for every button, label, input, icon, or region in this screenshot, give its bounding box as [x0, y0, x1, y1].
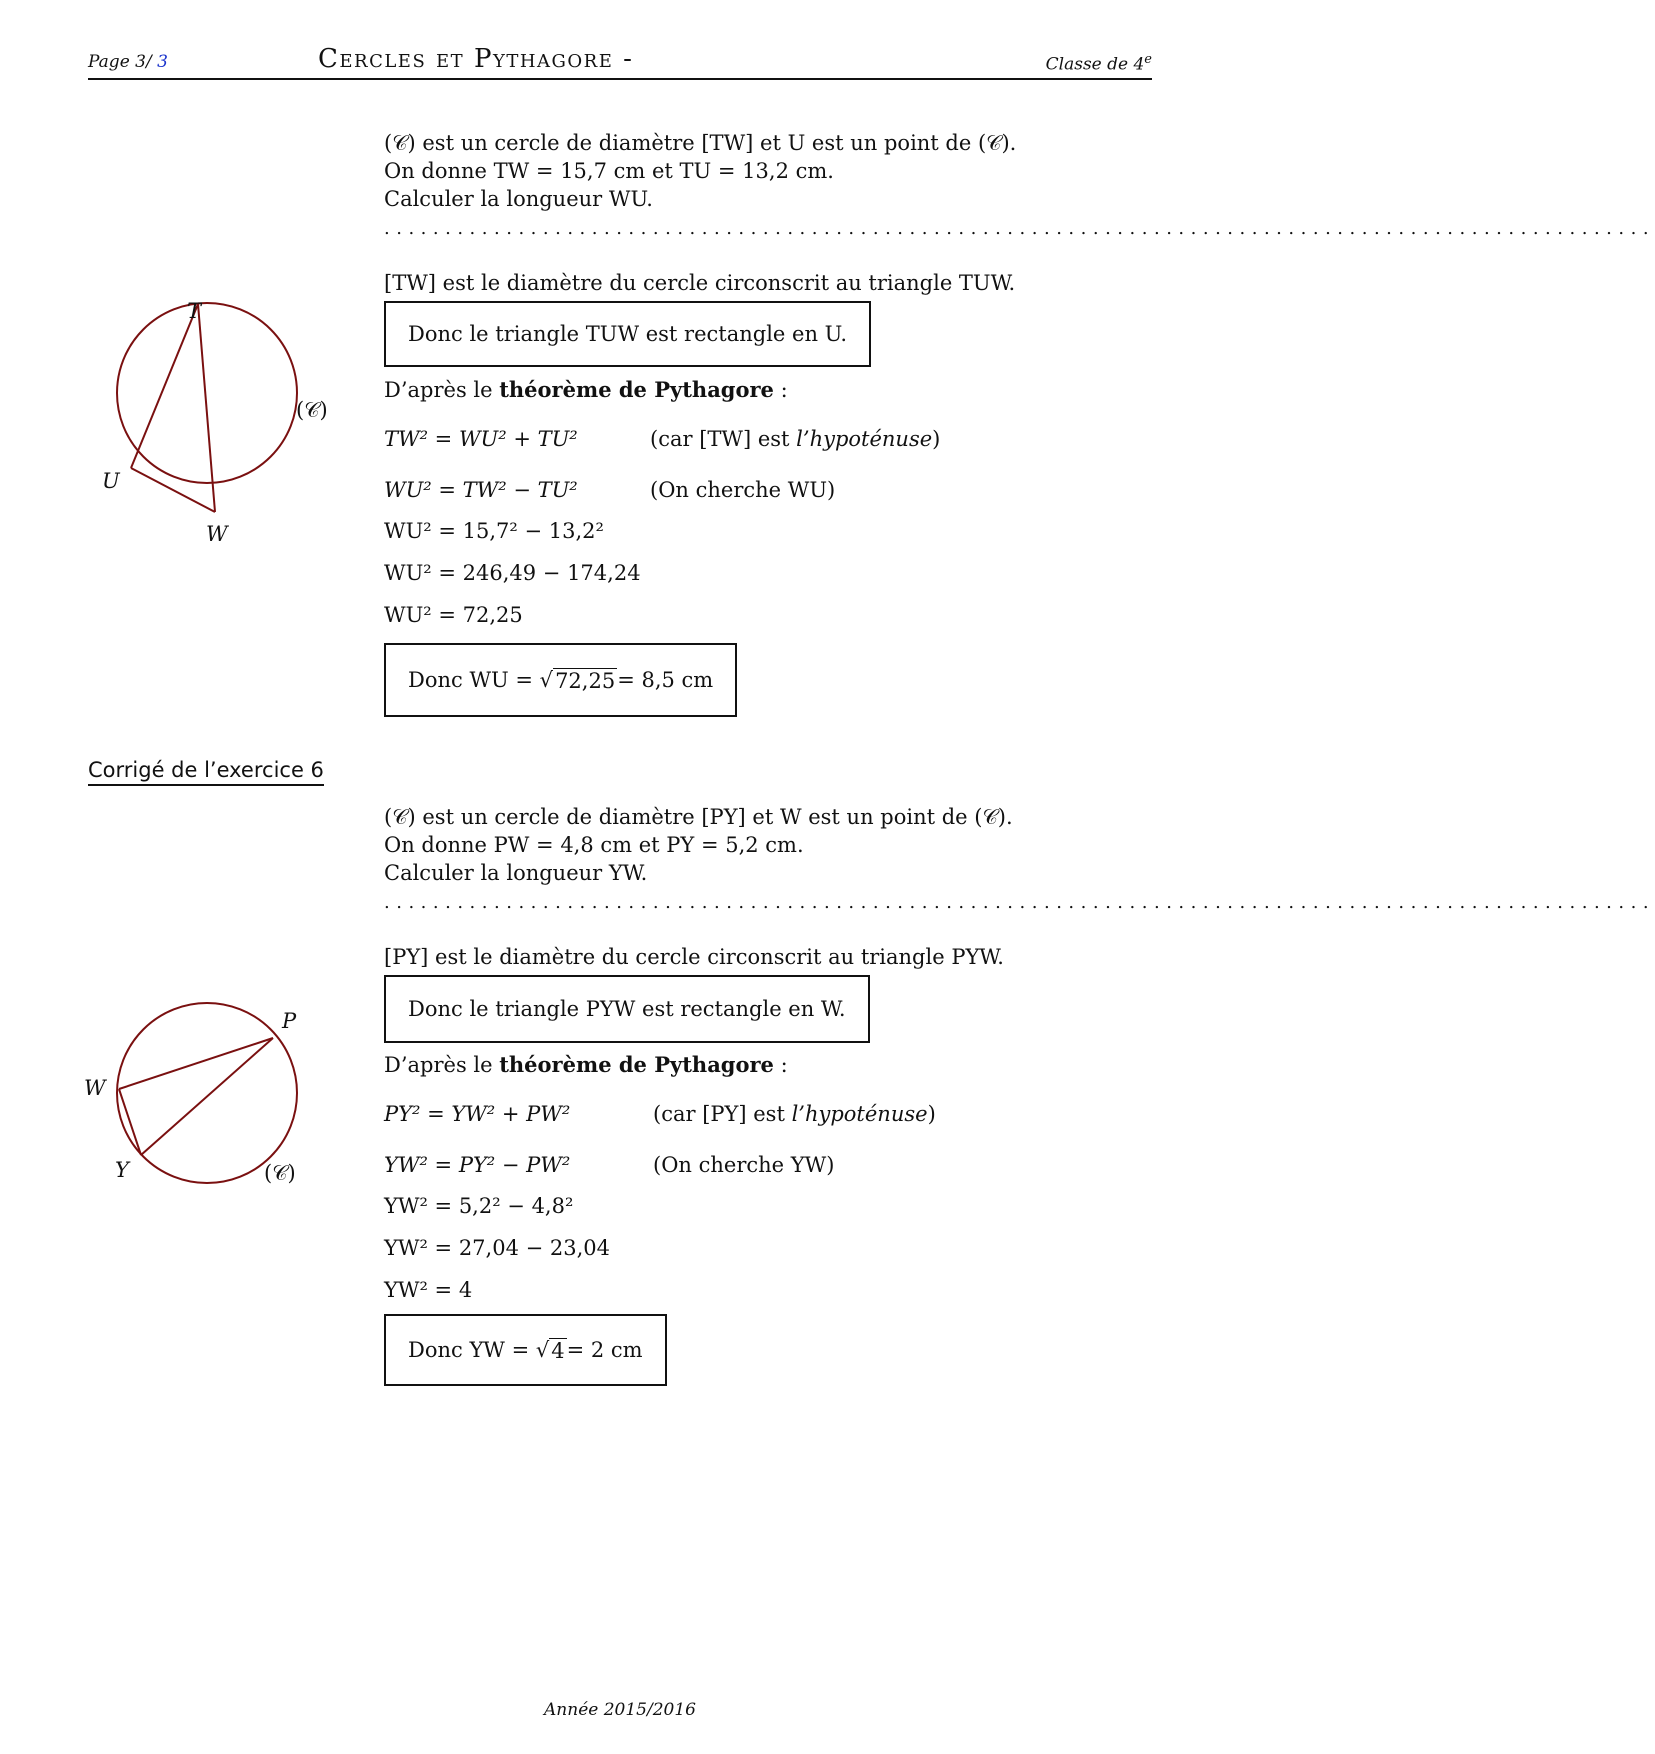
- ex5-eq-3: WU² = 15,7² − 13,2²: [384, 519, 604, 543]
- ex5-statement-3: Calculer la longueur WU.: [384, 187, 653, 211]
- label-y: Y: [115, 1158, 129, 1182]
- figure-circle-pyw: [95, 990, 345, 1210]
- label-w: W: [84, 1076, 106, 1100]
- ex6-result-box: Donc YW = √ 4 = 2 cm: [384, 1314, 667, 1386]
- ex6-eq-1: PY² = YW² + PW²: [384, 1102, 571, 1126]
- page-total-link[interactable]: 3: [157, 52, 168, 72]
- ex5-eq-5: WU² = 72,25: [384, 603, 523, 627]
- ex6-conclusion-box: Donc le triangle PYW est rectangle en W.: [384, 975, 870, 1043]
- ex6-theorem: D’après le théorème de Pythagore :: [384, 1052, 788, 1077]
- ex5-theorem: D’après le théorème de Pythagore :: [384, 377, 788, 402]
- ex6-eq-2-reason: (On cherche YW): [653, 1153, 835, 1177]
- ex5-eq-2-reason: (On cherche WU): [650, 478, 836, 502]
- ex5-circumscribed: [TW] est le diamètre du cercle circonscrit au triangle TUW.: [384, 271, 1016, 295]
- segment-tu: [131, 304, 198, 468]
- ex6-statement-3: Calculer la longueur YW.: [384, 861, 648, 885]
- segment-tw: [198, 304, 215, 512]
- ex6-dotted-line: ........................................................................................................: [384, 892, 1655, 913]
- segment-py: [141, 1038, 273, 1155]
- ex5-eq-2: WU² = TW² − TU²: [384, 478, 578, 502]
- label-circle: (𝒞): [264, 1161, 296, 1185]
- ex5-conclusion-box: Donc le triangle TUW est rectangle en U.: [384, 301, 871, 367]
- ex6-eq-5: YW² = 4: [384, 1278, 473, 1302]
- page-title: Cercles et Pythagore -: [318, 44, 634, 74]
- class-label: Classe de 4e: [1045, 52, 1152, 75]
- header-rule: [88, 78, 1152, 80]
- ex6-eq-2: YW² = PY² − PW²: [384, 1153, 571, 1177]
- ex5-statement-2: On donne TW = 15,7 cm et TU = 13,2 cm.: [384, 159, 834, 183]
- ex5-dotted-line: ........................................................................................................: [384, 218, 1655, 239]
- ex6-circumscribed: [PY] est le diamètre du cercle circonscrit au triangle PYW.: [384, 945, 1004, 969]
- figure-circle-tuw: [95, 290, 345, 560]
- label-p: P: [282, 1009, 297, 1033]
- segment-uw: [131, 468, 215, 512]
- ex5-eq-1-reason: (car [TW] est l’hypoténuse): [650, 427, 941, 451]
- label-t: T: [187, 299, 202, 323]
- ex6-eq-4: YW² = 27,04 − 23,04: [384, 1236, 610, 1260]
- footer-year: Année 2015/2016: [544, 1700, 696, 1720]
- section-title: Corrigé de l’exercice 6: [88, 758, 324, 786]
- label-u: U: [102, 469, 120, 493]
- ex5-statement-1: (𝒞) est un cercle de diamètre [TW] et U est un point de (𝒞).: [384, 131, 1017, 155]
- ex5-eq-4: WU² = 246,49 − 174,24: [384, 561, 641, 585]
- ex6-statement-1: (𝒞) est un cercle de diamètre [PY] et W est un point de (𝒞).: [384, 805, 1013, 829]
- ex5-result-box: Donc WU = √ 72,25 = 8,5 cm: [384, 643, 737, 717]
- circle-c: [117, 1003, 297, 1183]
- circle-c: [117, 303, 297, 483]
- ex5-eq-1: TW² = WU² + TU²: [384, 427, 578, 451]
- ex6-eq-1-reason: (car [PY] est l’hypoténuse): [653, 1102, 936, 1126]
- ex6-eq-3: YW² = 5,2² − 4,8²: [384, 1194, 574, 1218]
- page-number: Page 3/ 3: [88, 52, 168, 72]
- segment-pw: [119, 1038, 273, 1089]
- ex6-statement-2: On donne PW = 4,8 cm et PY = 5,2 cm.: [384, 833, 804, 857]
- label-w: W: [206, 522, 228, 546]
- label-circle: (𝒞): [296, 398, 328, 422]
